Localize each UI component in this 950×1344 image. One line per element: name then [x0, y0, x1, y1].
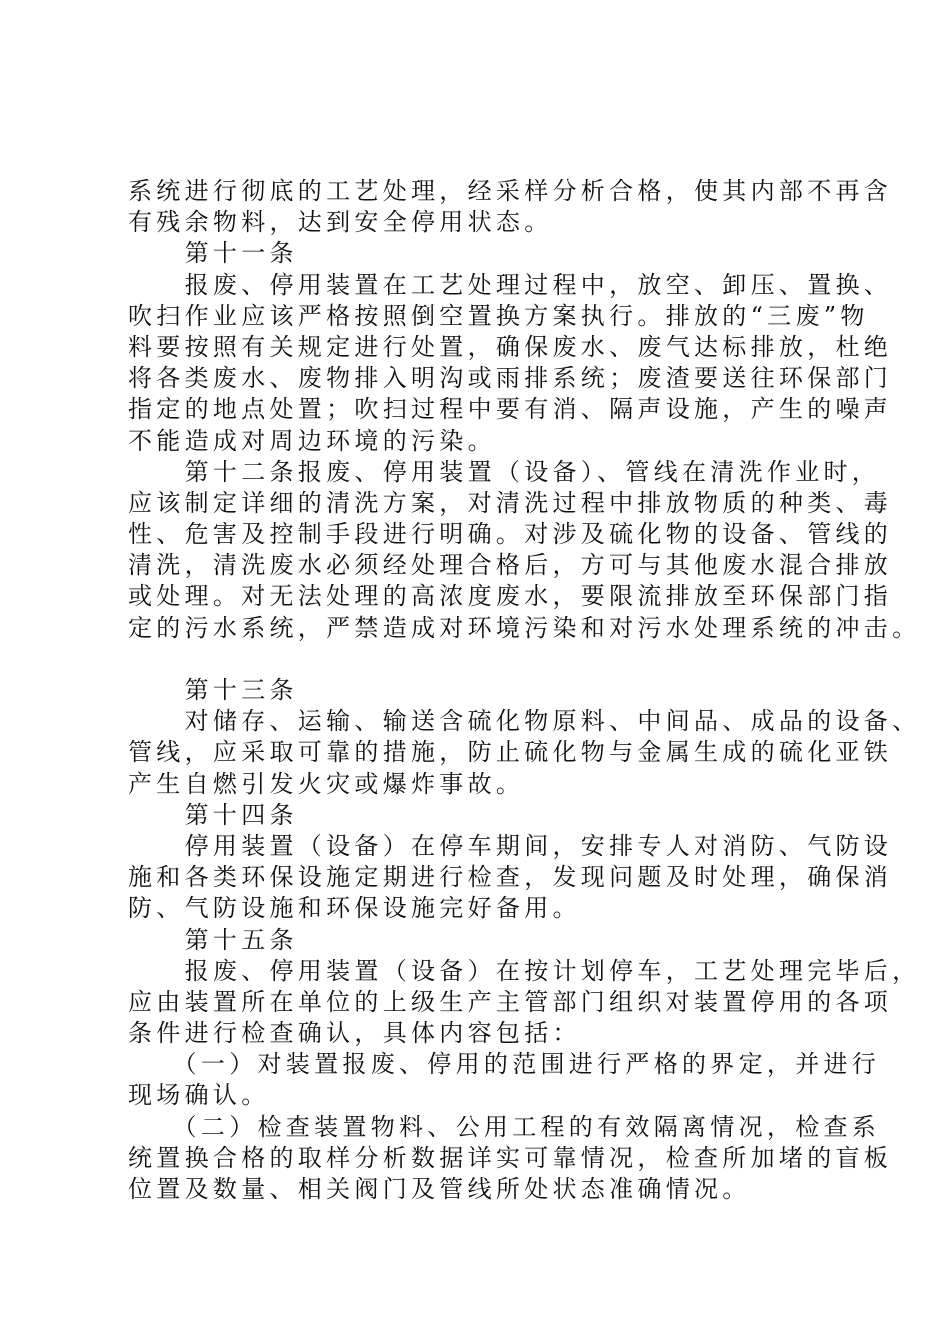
- article-heading: 第十三条: [128, 676, 298, 704]
- text-line: 将各类废水、废物排入明沟或雨排系统；废渣要送往环保部门: [128, 364, 893, 393]
- text-line: 停用装置（设备）在停车期间，安排专人对消防、气防设: [128, 831, 893, 860]
- text-line: （一）对装置报废、停用的范围进行严格的界定，并进行: [128, 1050, 881, 1079]
- text-line: 统置换合格的取样分析数据详实可靠情况，检查所加堵的盲板: [128, 1143, 893, 1172]
- text-line: 防、气防设施和环保设施完好备用。: [128, 894, 581, 923]
- text-line: 报废、停用装置在工艺处理过程中，放空、卸压、置换、: [128, 270, 893, 299]
- text-line: 定的污水系统，严禁造成对环境污染和对污水处理系统的冲击。: [128, 613, 921, 642]
- text-line: 有残余物料，达到安全停用状态。: [128, 208, 553, 237]
- text-line: 应由装置所在单位的上级生产主管部门组织对装置停用的各项: [128, 987, 893, 1016]
- text-line: 产生自燃引发火灾或爆炸事故。: [128, 769, 525, 798]
- text-line: 应该制定详细的清洗方案，对清洗过程中排放物质的种类、毒: [128, 488, 893, 517]
- text-line: 管线，应采取可靠的措施，防止硫化物与金属生成的硫化亚铁: [128, 738, 893, 767]
- article-heading: 第十一条: [128, 239, 298, 268]
- text-line: 系统进行彻底的工艺处理，经采样分析合格，使其内部不再含: [128, 177, 893, 205]
- text-line: 或处理。对无法处理的高浓度废水，要限流排放至环保部门指: [128, 582, 893, 611]
- text-line: 吹扫作业应该严格按照倒空置换方案执行。排放的“三废”物: [128, 301, 869, 330]
- text-line: 性、危害及控制手段进行明确。对涉及硫化物的设备、管线的: [128, 520, 893, 549]
- text-line: 清洗，清洗废水必须经处理合格后，方可与其他废水混合排放: [128, 551, 893, 580]
- document-body: [128, 176, 921, 1205]
- text-line: 指定的地点处置；吹扫过程中要有消、隔声设施，产生的噪声: [128, 395, 893, 424]
- text-line: （二）检查装置物料、公用工程的有效隔离情况，检查系: [128, 1112, 881, 1141]
- text-line: 位置及数量、相关阀门及管线所处状态准确情况。: [128, 1175, 751, 1203]
- article-heading: 第十四条: [128, 800, 298, 829]
- text-line: 现场确认。: [128, 1081, 270, 1110]
- text-line: 料要按照有关规定进行处置，确保废水、废气达标排放，杜绝: [128, 332, 893, 361]
- text-line: 对储存、运输、输送含硫化物原料、中间品、成品的设备、: [128, 707, 921, 736]
- paragraph-gap: [128, 644, 838, 675]
- article-heading: 第十五条: [128, 925, 298, 954]
- text-line: 第十二条报废、停用装置（设备）、管线在清洗作业时，: [128, 457, 881, 486]
- text-line: 条件进行检查确认，具体内容包括：: [128, 1019, 581, 1048]
- text-line: 报废、停用装置（设备）在按计划停车，工艺处理完毕后，: [128, 956, 921, 985]
- text-line: 施和各类环保设施定期进行检查，发现问题及时处理，确保消: [128, 863, 893, 892]
- text-line: 不能造成对周边环境的污染。: [128, 426, 496, 455]
